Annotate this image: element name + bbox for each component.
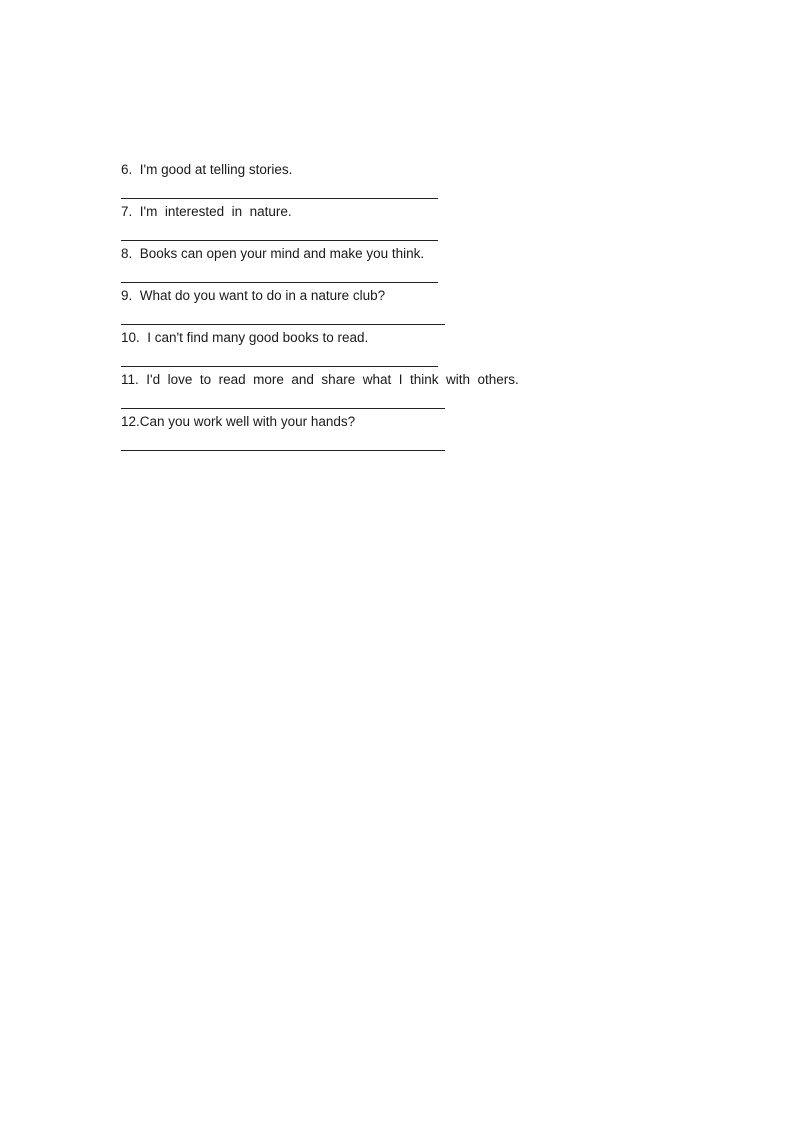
answer-line-12[interactable]	[121, 450, 445, 451]
question-6: 6. I'm good at telling stories.	[121, 162, 293, 177]
answer-line-10[interactable]	[121, 366, 438, 367]
question-7: 7. I'm interested in nature.	[121, 204, 292, 219]
answer-line-9[interactable]	[121, 324, 445, 325]
answer-line-7[interactable]	[121, 240, 438, 241]
question-12: 12.Can you work well with your hands?	[121, 414, 356, 429]
answer-line-11[interactable]	[121, 408, 445, 409]
question-9: 9. What do you want to do in a nature club?	[121, 288, 386, 303]
answer-line-6[interactable]	[121, 198, 438, 199]
question-10: 10. I can't find many good books to read.	[121, 330, 369, 345]
question-8: 8. Books can open your mind and make you think.	[121, 246, 425, 261]
answer-line-8[interactable]	[121, 282, 438, 283]
question-11: 11. I'd love to read more and share what I think with others.	[121, 372, 519, 387]
